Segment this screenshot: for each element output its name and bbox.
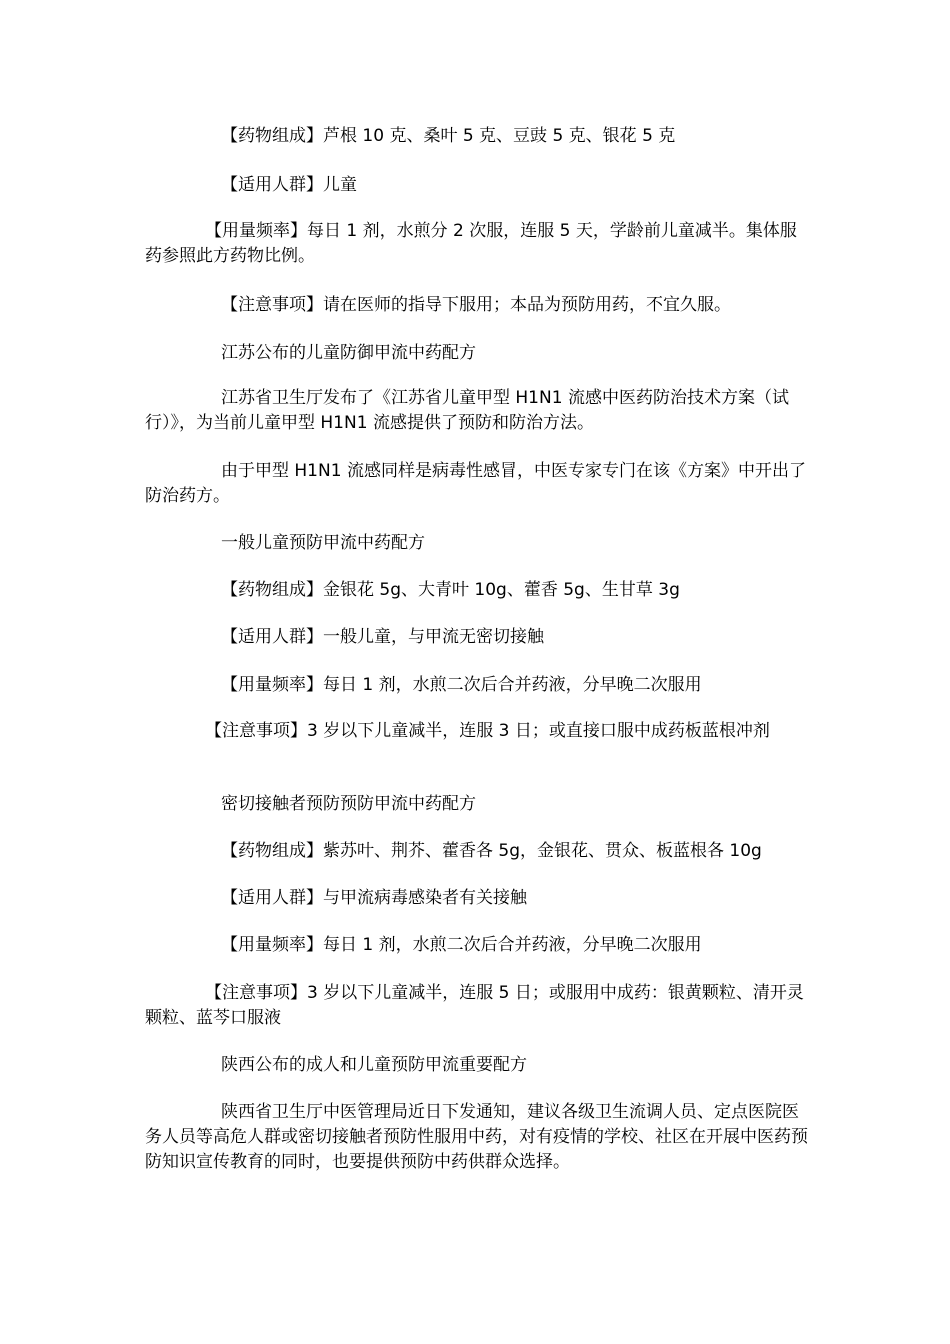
paragraph-3-dosage: 【用量频率】每日 1 剂，水煎分 2 次服，连服 5 天，学龄前儿童减半。集体服药参照此方药物比例。 — [145, 221, 797, 266]
paragraph-11-dosage: 【用量频率】每日 1 剂，水煎二次后合并药液，分早晚二次服用 — [221, 675, 702, 695]
paragraph-5-jiangsu-heading: 江苏公布的儿童防御甲流中药配方 — [221, 343, 476, 363]
paragraph-13-close-contact-heading: 密切接触者预防预防甲流中药配方 — [221, 794, 476, 814]
paragraph-1-composition: 【药物组成】芦根 10 克、桑叶 5 克、豆豉 5 克、银花 5 克 — [221, 126, 676, 146]
paragraph-19-shaanxi-notice: 陕西省卫生厅中医管理局近日下发通知，建议各级卫生流调人员、定点医院医务人员等高危人群或密切接触者预防性服用中药，对有疫情的学校、社区在开展中医药预防知识宣传教育的同时，也要提供预防中药供群众选择。 — [145, 1102, 808, 1172]
paragraph-15-target-group: 【适用人群】与甲流病毒感染者有关接触 — [221, 888, 527, 908]
paragraph-18-shaanxi-heading: 陕西公布的成人和儿童预防甲流重要配方 — [221, 1055, 527, 1075]
paragraph-16-dosage: 【用量频率】每日 1 剂，水煎二次后合并药液，分早晚二次服用 — [221, 935, 702, 955]
paragraph-7-prescription-note: 由于甲型 H1N1 流感同样是病毒性感冒，中医专家专门在该《方案》中开出了防治药方。 — [145, 461, 806, 506]
paragraph-6-jiangsu-plan: 江苏省卫生厅发布了《江苏省儿童甲型 H1N1 流感中医药防治技术方案（试行）》，为当前儿童甲型 H1N1 流感提供了预防和防治方法。 — [145, 388, 789, 433]
paragraph-14-composition: 【药物组成】紫苏叶、荆芥、藿香各 5g，金银花、贯众、板蓝根各 10g — [221, 841, 762, 861]
paragraph-4-precautions: 【注意事项】请在医师的指导下服用；本品为预防用药，不宜久服。 — [221, 295, 731, 315]
paragraph-9-composition: 【药物组成】金银花 5g、大青叶 10g、藿香 5g、生甘草 3g — [221, 580, 680, 600]
paragraph-17-precautions: 【注意事项】3 岁以下儿童减半，连服 5 日；或服用中成药：银黄颗粒、清开灵颗粒、蓝芩口服液 — [145, 983, 804, 1028]
paragraph-8-general-children-heading: 一般儿童预防甲流中药配方 — [221, 533, 425, 553]
paragraph-12-precautions: 【注意事项】3 岁以下儿童减半，连服 3 日；或直接口服中成药板蓝根冲剂 — [205, 721, 770, 741]
paragraph-2-target-group: 【适用人群】儿童 — [221, 175, 357, 195]
paragraph-10-target-group: 【适用人群】一般儿童，与甲流无密切接触 — [221, 627, 544, 647]
